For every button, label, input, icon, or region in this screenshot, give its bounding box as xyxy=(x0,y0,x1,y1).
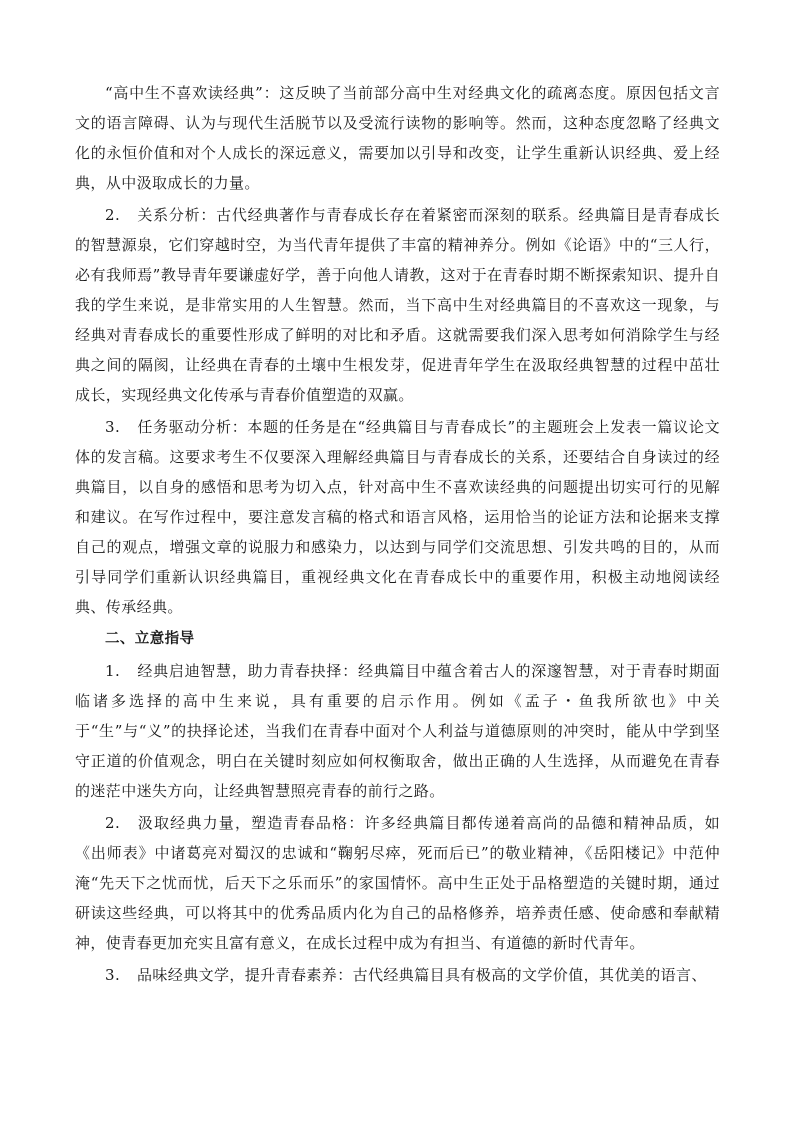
paragraph-text: 经典启迪智慧，助力青春抉择：经典篇目中蕴含着古人的深邃智慧，对于青春时期面临诸多选择的高中生来说，具有重要的启示作用。例如《孟子・鱼我所欲也》中关于“生”与“义”的抉择论述，当我们在青春中面对个人利益与道德原则的冲突时，能从中学到坚守正道的价值观念，明白在关键时刻应如何权衡取舍，做出正确的人生选择，从而避免在青春的迷茫中迷失方向，让经典智慧照亮青春的前行之路。 xyxy=(75,662,720,800)
paragraph-theme-3 xyxy=(75,960,720,990)
section-heading xyxy=(75,624,720,654)
item-number: 1. xyxy=(105,662,121,680)
paragraph-theme-1 xyxy=(75,656,720,806)
paragraph-intro xyxy=(75,78,720,198)
item-number: 3. xyxy=(105,966,121,984)
paragraph-text: 关系分析：古代经典著作与青春成长存在着紧密而深刻的联系。经典篇目是青春成长的智慧源泉，它们穿越时空，为当代青年提供了丰富的精神养分。例如《论语》中的“三人行，必有我师焉”教导青年要谦虚好学，善于向他人请教，这对于在青春时期不断探索知识、提升自我的学生来说，是非常实用的人生智慧。然而，当下高中生对经典篇目的不喜欢这一现象，与经典对青春成长的重要性形成了鲜明的对比和矛盾。这就需要我们深入思考如何消除学生与经典之间的隔阂，让经典在青春的土壤中生根发芽，促进青年学生在汲取经典智慧的过程中茁壮成长，实现经典文化传承与青春价值塑造的双赢。 xyxy=(75,206,720,404)
paragraph-theme-2 xyxy=(75,808,720,958)
document-body xyxy=(75,78,720,992)
paragraph-task-analysis xyxy=(75,412,720,622)
section-heading-text: 二、立意指导 xyxy=(105,631,195,647)
paragraph-relation-analysis xyxy=(75,200,720,410)
item-number: 2. xyxy=(105,206,121,224)
item-number: 2. xyxy=(105,814,121,832)
paragraph-text: “高中生不喜欢读经典”：这反映了当前部分高中生对经典文化的疏离态度。原因包括文言文的语言障碍、认为与现代生活脱节以及受流行读物的影响等。然而，这种态度忽略了经典文化的永恒价值和对个人成长的深远意义，需要加以引导和改变，让学生重新认识经典、爱上经典，从中汲取成长的力量。 xyxy=(75,84,720,192)
item-number: 3. xyxy=(105,418,121,436)
paragraph-text: 任务驱动分析：本题的任务是在“经典篇目与青春成长”的主题班会上发表一篇议论文体的发言稿。这要求考生不仅要深入理解经典篇目与青春成长的关系，还要结合自身读过的经典篇目，以自身的感悟和思考为切入点，针对高中生不喜欢读经典的问题提出切实可行的见解和建议。在写作过程中，要注意发言稿的格式和语言风格，运用恰当的论证方法和论据来支撑自己的观点，增强文章的说服力和感染力，以达到与同学们交流思想、引发共鸣的目的，从而引导同学们重新认识经典篇目，重视经典文化在青春成长中的重要作用，积极主动地阅读经典、传承经典。 xyxy=(75,418,720,616)
paragraph-text: 品味经典文学，提升青春素养：古代经典篇目具有极高的文学价值，其优美的语言、 xyxy=(137,966,707,984)
paragraph-text: 汲取经典力量，塑造青春品格：许多经典篇目都传递着高尚的品德和精神品质，如《出师表》中诸葛亮对蜀汉的忠诚和“鞠躬尽瘁，死而后已”的敬业精神，《岳阳楼记》中范仲淹“先天下之忧而忧，后天下之乐而乐”的家国情怀。高中生正处于品格塑造的关键时期，通过研读这些经典，可以将其中的优秀品质内化为自己的品格修养，培养责任感、使命感和奉献精神，使青春更加充实且富有意义，在成长过程中成为有担当、有道德的新时代青年。 xyxy=(75,814,720,952)
